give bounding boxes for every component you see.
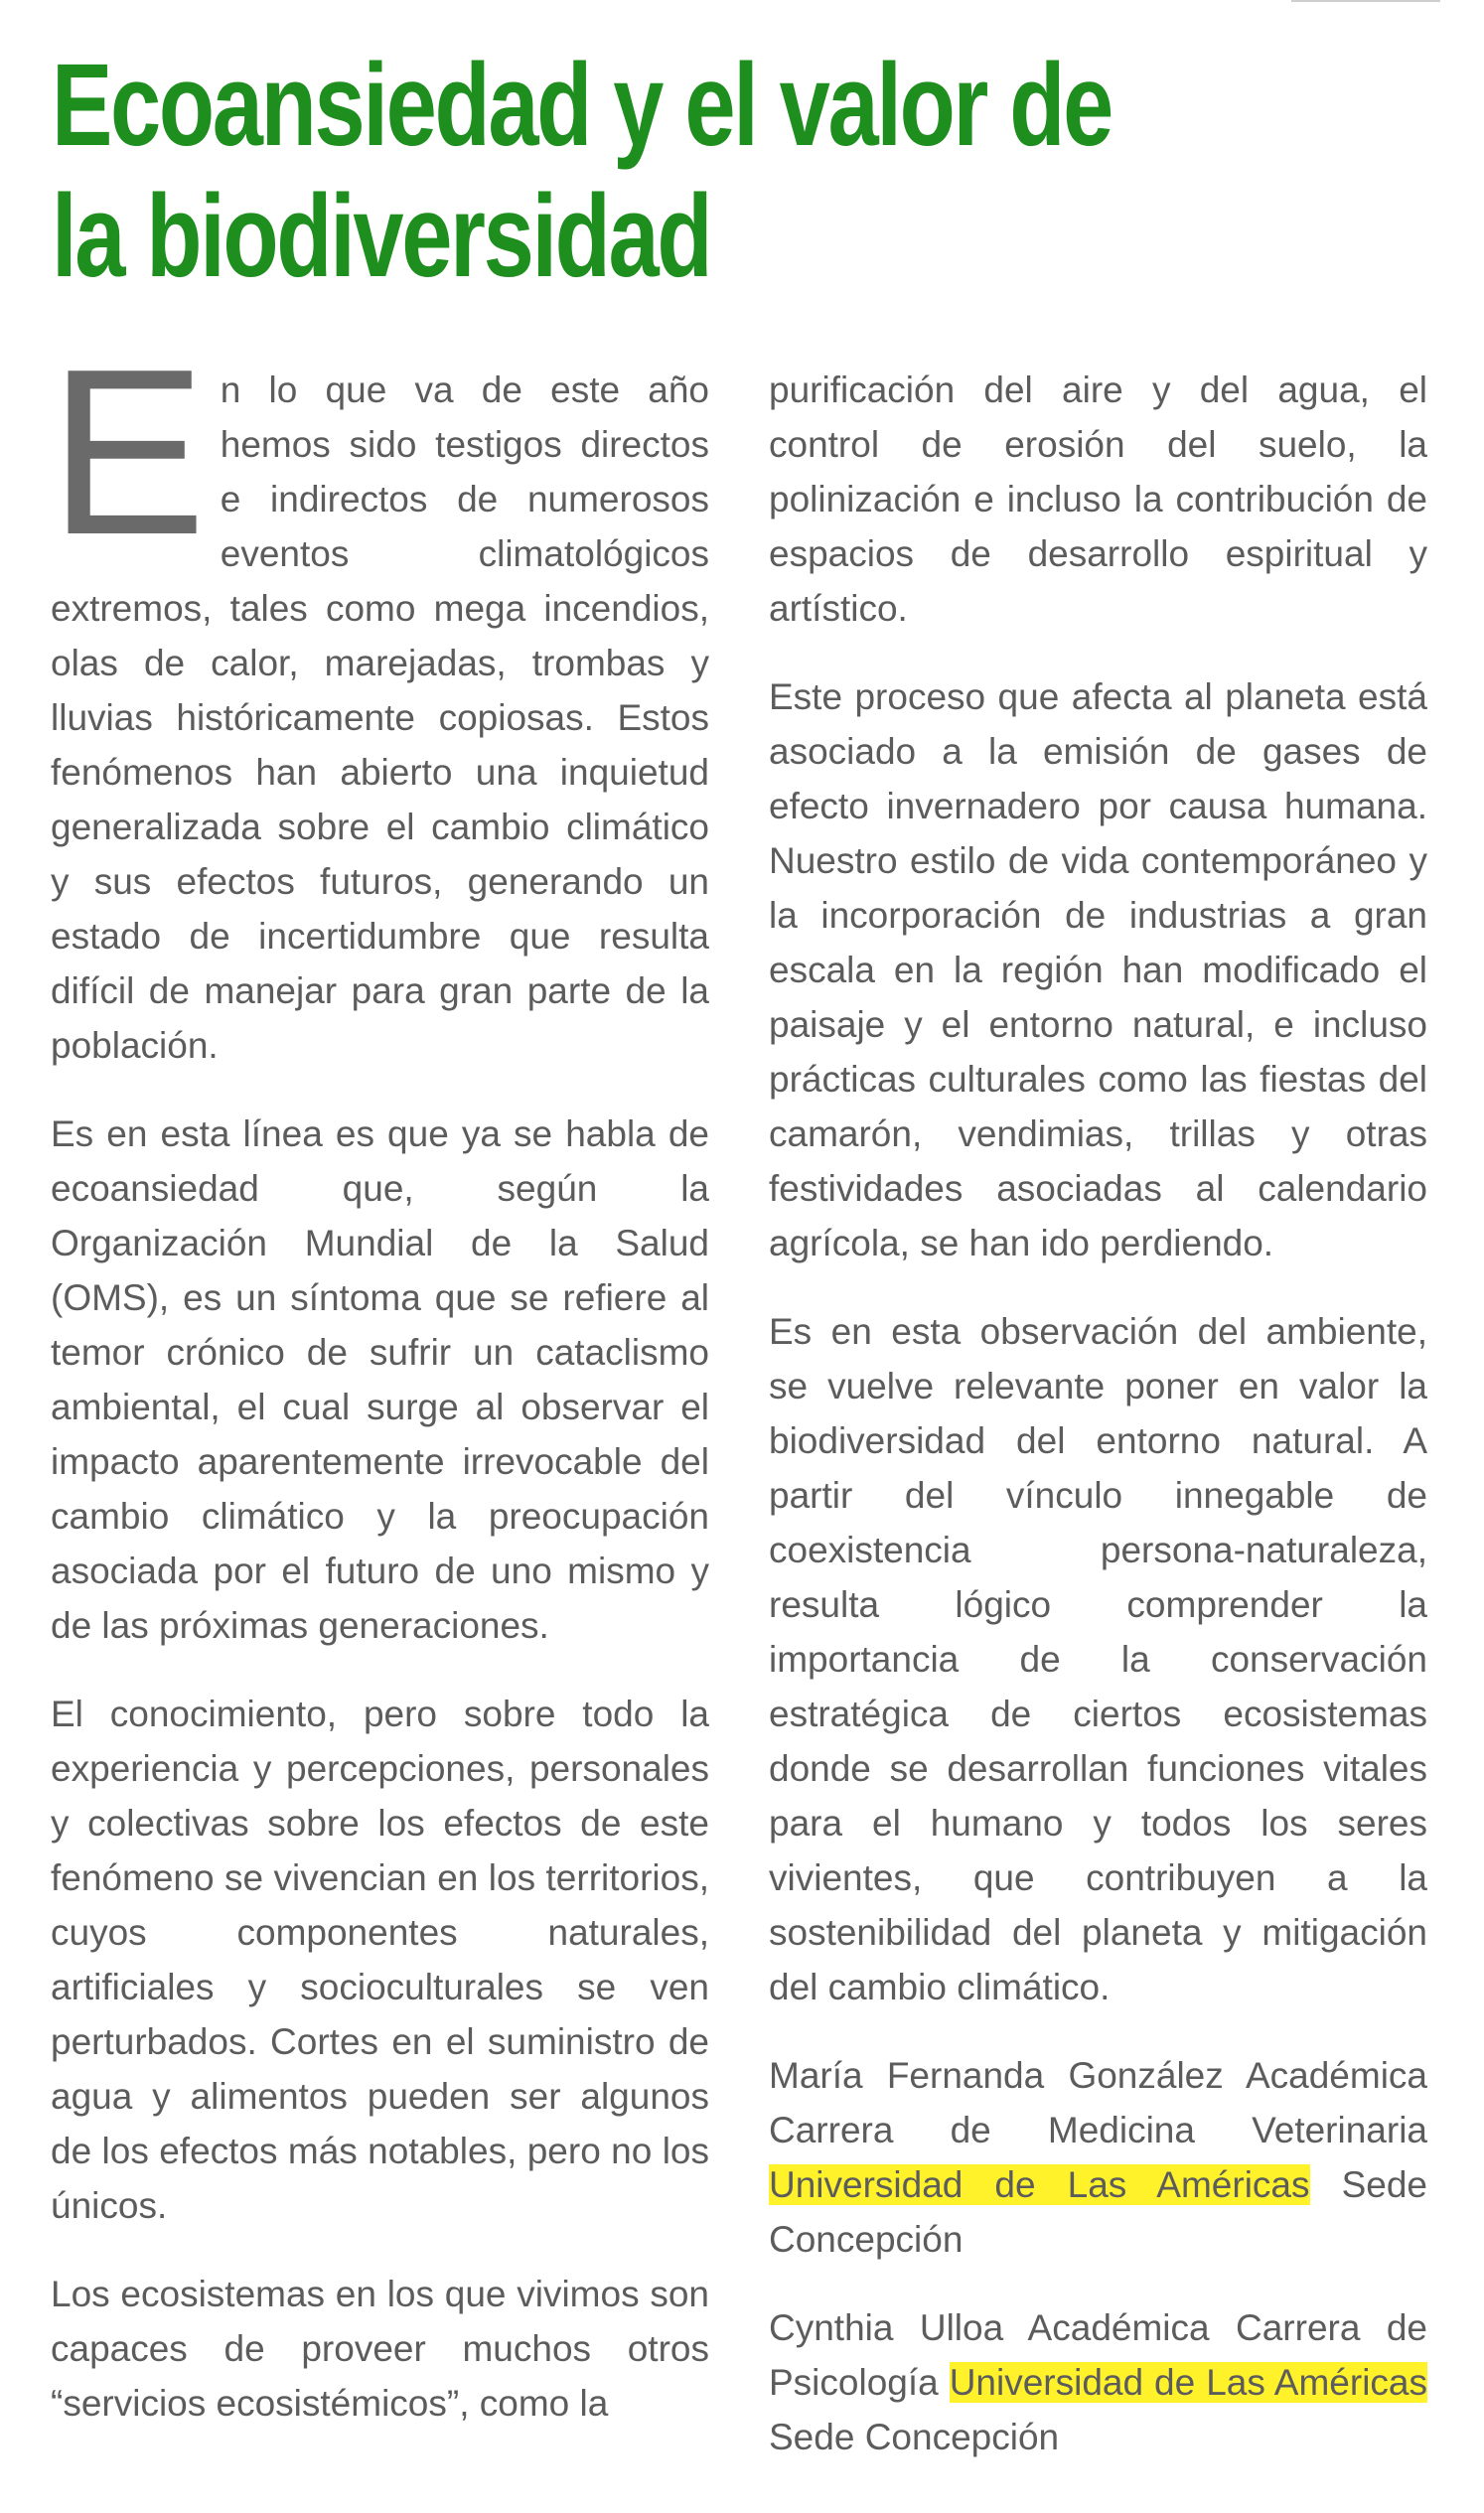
drop-cap: E xyxy=(49,321,207,584)
article-column-right xyxy=(769,363,1427,2498)
author-2-name-role: Cynthia Ulloa Académica Carrera de Psicología xyxy=(769,2307,1427,2403)
author-2-campus: Sede Concepción xyxy=(769,2417,1060,2457)
author-byline-2 xyxy=(769,2300,1427,2464)
article-column-left xyxy=(49,321,709,2464)
paragraph-ecoansiedad: Es en esta línea es que ya se habla de ecoansiedad que, según la Organización Mundial de la Salud (OMS), es un síntoma que se refiere al temor crónico de sufrir un cataclismo ambiental, el cual surge al observar el impacto aparentemente irrevocable del cambio climático y la preocupación asociada por el futuro de uno mismo y de las próximas generaciones. xyxy=(51,1113,709,1646)
paragraph-proceso: Este proceso que afecta al planeta está asociado a la emisión de gases de efecto invernadero por causa humana. Nuestro estilo de vida contemporáneo y la incorporación de industrias a gran escala en la región han modificado el paisaje y el entorno natural, e incluso prácticas culturales como las fiestas del camarón, vendimias, trillas y otras festividades asociadas al calendario agrícola, se han ido perdiendo. xyxy=(769,676,1427,1263)
author-1-name-role: María Fernanda González Académica Carrera de Medicina Veterinaria xyxy=(769,2055,1427,2150)
paragraph-ecosistemas: Los ecosistemas en los que vivimos son capaces de proveer muchos otros “servicios ecosistémicos”, como la xyxy=(51,2274,709,2424)
article-title: Ecoansiedad y el valor de la biodiversidad xyxy=(52,40,1112,302)
author-1-campus: Sede Concepción xyxy=(769,2164,1427,2260)
paragraph-biodiversidad: Es en esta observación del ambiente, se vuelve relevante poner en valor la biodiversidad del entorno natural. A partir del vínculo innegable de coexistencia persona-naturaleza, resulta lógico comprender la importancia de la conservación estratégica de ciertos ecosistemas donde se desarrollan funciones vitales para el humano y todos los seres vivientes, que contribuyen a la sostenibilidad del planeta y mitigación del cambio climático. xyxy=(769,1311,1427,2007)
paragraph-intro xyxy=(49,321,709,1073)
author-2-university-highlight: Universidad de Las Américas xyxy=(949,2362,1427,2403)
paragraph-servicios: purificación del aire y del agua, el control de erosión del suelo, la polinización e incluso la contribución de espacios de desarrollo espiritual y artístico. xyxy=(769,370,1427,629)
top-divider xyxy=(1291,0,1440,2)
author-byline-1 xyxy=(769,2048,1427,2267)
author-1-university-highlight: Universidad de Las Américas xyxy=(769,2164,1310,2205)
paragraph-intro-text: n lo que va de este año hemos sido testigos directos e indirectos de numerosos eventos climatológicos extremos, tales como mega incendios, olas de calor, marejadas, trombas y lluvias históricamente copiosas. Estos fenómenos han abierto una inquietud generalizada sobre el cambio climático y sus efectos futuros, generando un estado de incertidumbre que resulta difícil de manejar para gran parte de la población. xyxy=(51,370,709,1066)
paragraph-conocimiento: El conocimiento, pero sobre todo la experiencia y percepciones, personales y colectivas sobre los efectos de este fenómeno se vivencian en los territorios, cuyos componentes naturales, artificiales y socioculturales se ven perturbados. Cortes en el suministro de agua y alimentos pueden ser algunos de los efectos más notables, pero no los únicos. xyxy=(51,1694,709,2226)
